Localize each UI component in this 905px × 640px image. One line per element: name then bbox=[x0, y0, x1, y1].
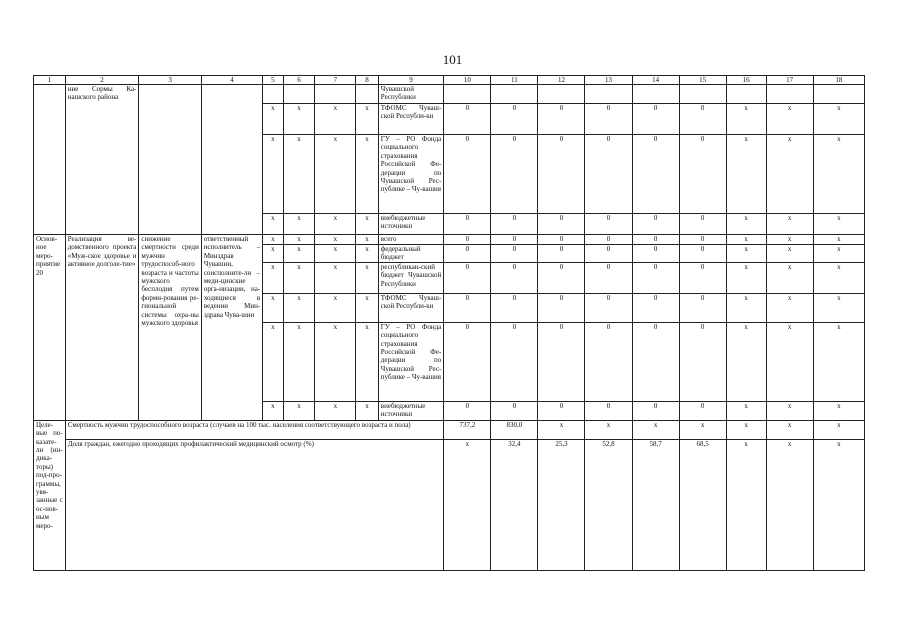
value-cell: 0 bbox=[491, 293, 538, 322]
value-cell: 0 bbox=[585, 135, 632, 214]
column-number: 10 bbox=[444, 76, 491, 85]
table-cell bbox=[813, 85, 864, 104]
value-cell: 0 bbox=[585, 293, 632, 322]
value-cell: 0 bbox=[679, 214, 726, 235]
value-cell: x bbox=[766, 439, 813, 570]
event-name-cell: Реализация ве-домственного проекта «Муж-ское здоровье и активное долголе-тие» bbox=[65, 235, 139, 421]
column-number: 11 bbox=[491, 76, 538, 85]
table-cell: x bbox=[315, 293, 356, 322]
table-cell bbox=[679, 85, 726, 104]
value-cell: 830,0 bbox=[491, 420, 538, 439]
table-cell: x bbox=[283, 104, 315, 135]
value-cell: 58,7 bbox=[632, 439, 679, 570]
value-cell: 0 bbox=[491, 322, 538, 401]
table-cell bbox=[632, 85, 679, 104]
value-cell: x bbox=[766, 235, 813, 245]
value-cell: 0 bbox=[632, 293, 679, 322]
value-cell: x bbox=[726, 420, 766, 439]
value-cell: 0 bbox=[679, 235, 726, 245]
column-number: 18 bbox=[813, 76, 864, 85]
value-cell: 0 bbox=[491, 235, 538, 245]
value-cell: 0 bbox=[632, 401, 679, 420]
value-cell: x bbox=[813, 293, 864, 322]
value-cell: 0 bbox=[491, 214, 538, 235]
table-cell bbox=[585, 85, 632, 104]
value-cell: 25,3 bbox=[538, 439, 585, 570]
table-cell: x bbox=[356, 262, 379, 293]
column-number: 8 bbox=[356, 76, 379, 85]
value-cell: x bbox=[813, 439, 864, 570]
value-cell: 0 bbox=[632, 104, 679, 135]
funding-source: ГУ – РО Фонда социального страхования Российской Фе-дерации по Чувашской Рес-публике – Чу-вашия bbox=[378, 322, 443, 401]
value-cell: 0 bbox=[444, 401, 491, 420]
value-cell: 0 bbox=[491, 245, 538, 263]
value-cell: x bbox=[813, 262, 864, 293]
column-number: 6 bbox=[283, 76, 315, 85]
table-row bbox=[34, 235, 865, 245]
value-cell: x bbox=[813, 235, 864, 245]
column-number: 2 bbox=[65, 76, 139, 85]
value-cell: 0 bbox=[632, 322, 679, 401]
value-cell: x bbox=[726, 293, 766, 322]
value-cell: 0 bbox=[679, 293, 726, 322]
table-cell: x bbox=[283, 262, 315, 293]
table-cell: x bbox=[263, 401, 283, 420]
value-cell: x bbox=[726, 262, 766, 293]
column-number: 17 bbox=[766, 76, 813, 85]
table-cell: x bbox=[315, 235, 356, 245]
indicator-row bbox=[34, 439, 865, 570]
value-cell: x bbox=[766, 401, 813, 420]
table-cell: x bbox=[263, 235, 283, 245]
executor-cell: ответственный исполнитель – Минздрав Чувашии, соисполните-ли – меди-цинские орга-низации, на-ходящиеся в ведении Мин-здрава Чува-шии bbox=[201, 235, 262, 421]
value-cell: x bbox=[813, 245, 864, 263]
value-cell: 0 bbox=[632, 245, 679, 263]
table-cell bbox=[444, 85, 491, 104]
value-cell: x bbox=[726, 104, 766, 135]
value-cell: 0 bbox=[632, 262, 679, 293]
value-cell: x bbox=[726, 214, 766, 235]
value-cell: x bbox=[813, 420, 864, 439]
value-cell: x bbox=[766, 322, 813, 401]
value-cell: 0 bbox=[444, 322, 491, 401]
value-cell: 0 bbox=[585, 104, 632, 135]
goal-cell: снижение смертности среди мужчин трудоспособ-ного возраста и частоты мужского бесплодия путем форми-рования ре-гиональной системы охра-ны мужского здоровья bbox=[139, 235, 201, 421]
value-cell: 0 bbox=[444, 235, 491, 245]
table-cell bbox=[538, 85, 585, 104]
value-cell: 0 bbox=[538, 104, 585, 135]
value-cell: x bbox=[813, 214, 864, 235]
table-cell: x bbox=[263, 104, 283, 135]
value-cell: x bbox=[726, 135, 766, 214]
table-cell: x bbox=[315, 104, 356, 135]
value-cell: x bbox=[766, 293, 813, 322]
table-cell: x bbox=[356, 245, 379, 263]
value-cell: x bbox=[726, 322, 766, 401]
table-cell: x bbox=[283, 135, 315, 214]
table-cell: x bbox=[283, 322, 315, 401]
value-cell: 0 bbox=[538, 245, 585, 263]
value-cell: x bbox=[679, 420, 726, 439]
table-cell bbox=[356, 85, 379, 104]
value-cell: x bbox=[766, 245, 813, 263]
funding-source: ТФОМС Чуваш-ской Республи-ки bbox=[378, 104, 443, 135]
table-cell: x bbox=[315, 322, 356, 401]
table-row bbox=[34, 85, 865, 104]
table-cell: x bbox=[356, 135, 379, 214]
event-name-cell: ние Сормы Ка-нашского района bbox=[65, 85, 139, 235]
value-cell: 0 bbox=[538, 401, 585, 420]
value-cell: x bbox=[766, 104, 813, 135]
value-cell: 0 bbox=[538, 214, 585, 235]
funding-source: всего bbox=[378, 235, 443, 245]
column-number: 9 bbox=[378, 76, 443, 85]
value-cell: 0 bbox=[444, 262, 491, 293]
value-cell: 0 bbox=[585, 214, 632, 235]
page-number: 101 bbox=[442, 52, 463, 67]
goal-cell bbox=[139, 85, 201, 235]
value-cell: 0 bbox=[585, 322, 632, 401]
value-cell: 0 bbox=[538, 322, 585, 401]
value-cell: 0 bbox=[632, 214, 679, 235]
value-cell: x bbox=[813, 104, 864, 135]
table-cell: x bbox=[263, 245, 283, 263]
value-cell: x bbox=[585, 420, 632, 439]
value-cell: 0 bbox=[632, 235, 679, 245]
value-cell: 32,4 bbox=[491, 439, 538, 570]
column-number: 7 bbox=[315, 76, 356, 85]
value-cell: 52,8 bbox=[585, 439, 632, 570]
table-cell: x bbox=[263, 135, 283, 214]
table-cell: x bbox=[315, 262, 356, 293]
column-number: 14 bbox=[632, 76, 679, 85]
indicator-row bbox=[34, 420, 865, 439]
value-cell: 0 bbox=[679, 104, 726, 135]
funding-source: внебюджетные источники bbox=[378, 214, 443, 235]
value-cell: 737,2 bbox=[444, 420, 491, 439]
value-cell: x bbox=[726, 439, 766, 570]
value-cell: 0 bbox=[585, 401, 632, 420]
header-row bbox=[34, 76, 865, 85]
funding-source: Чувашской Республики bbox=[378, 85, 443, 104]
target-indicators-label: Целе-вые по-казате-ли (ин-дика-торы) под-про-граммы, увя-занные с ос-нов-ным меро- bbox=[34, 420, 66, 570]
table-cell: x bbox=[356, 235, 379, 245]
value-cell: x bbox=[813, 322, 864, 401]
value-cell: 0 bbox=[444, 214, 491, 235]
value-cell: 0 bbox=[538, 262, 585, 293]
table-cell: x bbox=[356, 104, 379, 135]
table-cell bbox=[263, 85, 283, 104]
value-cell: 68,5 bbox=[679, 439, 726, 570]
value-cell: x bbox=[632, 420, 679, 439]
table-cell: x bbox=[283, 235, 315, 245]
value-cell: 0 bbox=[491, 262, 538, 293]
table-cell bbox=[283, 85, 315, 104]
table-cell bbox=[726, 85, 766, 104]
value-cell: 0 bbox=[585, 262, 632, 293]
value-cell: x bbox=[444, 439, 491, 570]
value-cell: 0 bbox=[679, 401, 726, 420]
table-cell: x bbox=[315, 245, 356, 263]
funding-source: федеральный бюджет bbox=[378, 245, 443, 263]
value-cell: 0 bbox=[632, 135, 679, 214]
value-cell: 0 bbox=[491, 401, 538, 420]
funding-source: республикан-ский бюджет Чувашской Республики bbox=[378, 262, 443, 293]
value-cell: 0 bbox=[491, 104, 538, 135]
column-number: 16 bbox=[726, 76, 766, 85]
value-cell: 0 bbox=[444, 293, 491, 322]
value-cell: 0 bbox=[585, 245, 632, 263]
value-cell: 0 bbox=[491, 135, 538, 214]
value-cell: x bbox=[766, 214, 813, 235]
table-cell: x bbox=[356, 214, 379, 235]
value-cell: 0 bbox=[679, 322, 726, 401]
table-cell: x bbox=[356, 401, 379, 420]
column-number: 13 bbox=[585, 76, 632, 85]
table-cell: x bbox=[283, 214, 315, 235]
table-cell: x bbox=[315, 401, 356, 420]
table-cell: x bbox=[356, 322, 379, 401]
value-cell: x bbox=[766, 262, 813, 293]
table-cell: x bbox=[263, 262, 283, 293]
value-cell: 0 bbox=[538, 293, 585, 322]
value-cell: 0 bbox=[679, 135, 726, 214]
table-cell: x bbox=[283, 245, 315, 263]
column-number: 12 bbox=[538, 76, 585, 85]
column-number: 1 bbox=[34, 76, 66, 85]
value-cell: x bbox=[813, 401, 864, 420]
table-cell bbox=[766, 85, 813, 104]
table-cell: x bbox=[315, 135, 356, 214]
table-cell: x bbox=[356, 293, 379, 322]
column-number: 4 bbox=[201, 76, 262, 85]
column-number: 5 bbox=[263, 76, 283, 85]
funding-source: внебюджетные источники bbox=[378, 401, 443, 420]
table-cell bbox=[491, 85, 538, 104]
value-cell: 0 bbox=[538, 135, 585, 214]
value-cell: x bbox=[726, 401, 766, 420]
indicator-label: Доля граждан, ежегодно проходящих профилактический медицинский осмотр (%) bbox=[65, 439, 444, 570]
table-cell: x bbox=[283, 401, 315, 420]
value-cell: 0 bbox=[679, 245, 726, 263]
column-number: 15 bbox=[679, 76, 726, 85]
indicator-label: Смертность мужчин трудоспособного возраста (случаев на 100 тыс. населения соответствующего возраста и пола) bbox=[65, 420, 444, 439]
value-cell: 0 bbox=[585, 235, 632, 245]
table-cell: x bbox=[315, 214, 356, 235]
funding-source: ГУ – РО Фонда социального страхования Российской Фе-дерации по Чувашской Рес-публике – Чу-вашия bbox=[378, 135, 443, 214]
value-cell: x bbox=[766, 420, 813, 439]
budget-table bbox=[33, 75, 865, 571]
table-cell: x bbox=[283, 293, 315, 322]
executor-cell bbox=[201, 85, 262, 235]
main-event-label: Основ-ное меро-приятие 20 bbox=[34, 235, 66, 421]
table-cell: x bbox=[263, 322, 283, 401]
value-cell: x bbox=[726, 235, 766, 245]
value-cell: x bbox=[726, 245, 766, 263]
value-cell: x bbox=[813, 135, 864, 214]
table-cell: x bbox=[263, 293, 283, 322]
value-cell: 0 bbox=[444, 135, 491, 214]
value-cell: 0 bbox=[679, 262, 726, 293]
event-number-cell bbox=[34, 85, 66, 235]
value-cell: 0 bbox=[444, 245, 491, 263]
value-cell: 0 bbox=[444, 104, 491, 135]
table-cell: x bbox=[263, 214, 283, 235]
value-cell: x bbox=[538, 420, 585, 439]
table-cell bbox=[315, 85, 356, 104]
value-cell: 0 bbox=[538, 235, 585, 245]
funding-source: ТФОМС Чуваш-ской Республи-ки bbox=[378, 293, 443, 322]
value-cell: x bbox=[766, 135, 813, 214]
column-number: 3 bbox=[139, 76, 201, 85]
